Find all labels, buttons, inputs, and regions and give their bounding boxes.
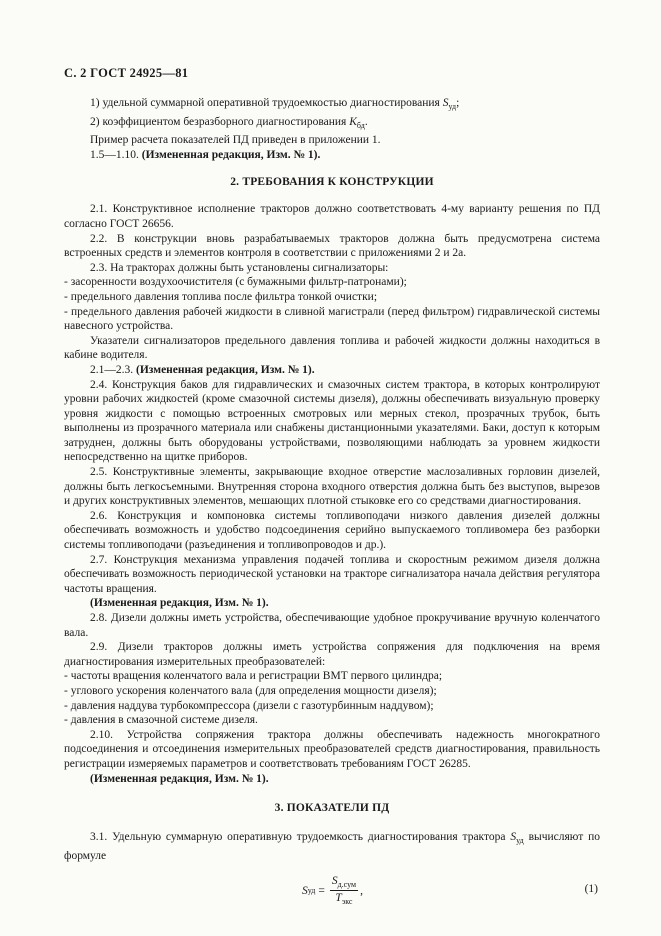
equation-number: (1) [584,883,598,896]
change-note-2-7: (Измененная редакция, Изм. № 1). [90,597,269,610]
intro-example: Пример расчета показателей ПД приведен в приложении 1. [90,134,381,147]
clause-2-9: 2.9. Дизели тракторов должны иметь устройства сопряжения для подключения на время диагностирования измерительных преобразователей: [64,641,600,668]
clause-2-7: 2.7. Конструкция механизма управления подачей топлива и скоростным режимом дизеля должна обеспечивать возможность периодической установки на тракторе сигнализатора начала действия регулятора частоты вращения. [64,553,600,595]
clause-2-9-list-item: - частоты вращения коленчатого вала и регистрации ВМТ первого цилиндра; [64,670,443,683]
formula-lhs: S [302,884,308,897]
clause-2-10: 2.10. Устройства сопряжения трактора должны обеспечивать надежность многократного подсоединения и отсоединения измерительных преобразователей средств диагностирования, правильность регистрации измеряемых параметров и соответствовать требованиям ГОСТ 26285. [64,728,600,770]
formula-fraction [330,875,358,906]
clause-2-3-note: Указатели сигнализаторов предельного давления топлива и рабочей жидкости должны находиться в кабине водителя. [64,334,600,362]
page-header: С. 2 ГОСТ 24925—81 [64,66,189,80]
clause-2-6: 2.6. Конструкция и компоновка системы топливоподачи низкого давления дизелей должны обеспечивать возможность и удобство подсоединения серийно выпускаемого топливомера без разборки системы топливоподачи (разъединения и топливопроводов и др.). [64,509,600,552]
clause-2-9-list-item: - давления в смазочной системе дизеля. [64,714,258,727]
intro-item-2: 2) коэффициентом безразборного диагностирования $K_{бд}$. [90,115,368,130]
intro-change-note: 1.5—1.10. (Измененная редакция, Изм. № 1). [90,148,321,161]
document-page [64,66,600,913]
formula-numerator: $S_{д.сум}$ [331,875,357,890]
clause-2-5: 2.5. Конструктивные элементы, закрывающие входное отверстие маслозаливных горловин дизелей, должны быть легкосъемными. Внутренняя сторона входного отверстия должна быть без выступов, вырезов и других конструктивных элементов, мешающих плотной стыковке его со средствами диагностирования. [64,466,600,508]
clause-2-2: 2.2. В конструкции вновь разрабатываемых тракторов должна быть предусмотрена система встроенных средств и элементов контроля в соответствии с приложениями 2 и 2а. [64,232,600,260]
formula-expression [302,875,363,906]
formula-lhs-subscript: уд [307,886,316,896]
clause-2-3-list-item: - предельного давления рабочей жидкости в сливной магистрали (перед фильтром) гидравлической системы навесного устройства. [64,305,600,333]
clause-2-9-list-item: - углового ускорения коленчатого вала (для определения мощности дизеля); [64,684,437,697]
intro-item-1: 1) удельной суммарной оперативной трудоемкостью диагностирования $S_{уд}$; [90,97,460,111]
clause-2-3: 2.3. На тракторах должны быть установлены сигнализаторы: [90,261,389,274]
clause-2-9-list-item: - давления наддува турбокомпрессора (дизели с газотурбинным наддувом); [64,699,434,712]
formula-1 [64,873,600,913]
formula-equals: = [318,884,325,897]
section-3-title: 3. ПОКАЗАТЕЛИ ПД [274,802,390,815]
section-2-title: 2. ТРЕБОВАНИЯ К КОНСТРУКЦИИ [230,176,434,189]
clause-2-1: 2.1. Конструктивное исполнение тракторов должно соответствовать 4-му варианту решения по ПД согласно ГОСТ 26656. [64,203,600,230]
formula-tail: , [360,884,363,897]
clause-2-8: 2.8. Дизели должны иметь устройства, обеспечивающие удобное прокручивание вручную коленчатого вала. [64,612,600,639]
clause-2-3-list-item: - предельного давления топлива после фильтра тонкой очистки; [64,290,378,303]
change-note-2-1-2-3: 2.1—2.3. (Измененная редакция, Изм. № 1). [90,363,315,376]
formula-denominator: $T_{экс}$ [335,892,353,907]
clause-3-1: 3.1. Удельную суммарную оперативную трудоемкость диагностирования трактора $S_{уд}$ вычисляют по формуле [64,831,601,862]
clause-2-4: 2.4. Конструкция баков для гидравлических и смазочных систем трактора, в которых контролируют уровни рабочих жидкостей (кроме смазочной системы дизеля), должны обеспечивать визуальную проверку уровня жидкости с помощью встроенных смотровых или мерных стекол, прозрачных трубок, быть выполнены из прозрачного материала или снабжены дистанционными указателями. Баки, доступ к которым затруднен, должны быть оборудованы устройствами, позволяющими наблюдать за уровнем жидкости непосредственно на щитке приборов. [64,378,600,464]
change-note-2-10: (Измененная редакция, Изм. № 1). [90,772,269,785]
clause-2-3-list-item: - засоренности воздухоочистителя (с бумажными фильтр-патронами); [64,276,407,289]
